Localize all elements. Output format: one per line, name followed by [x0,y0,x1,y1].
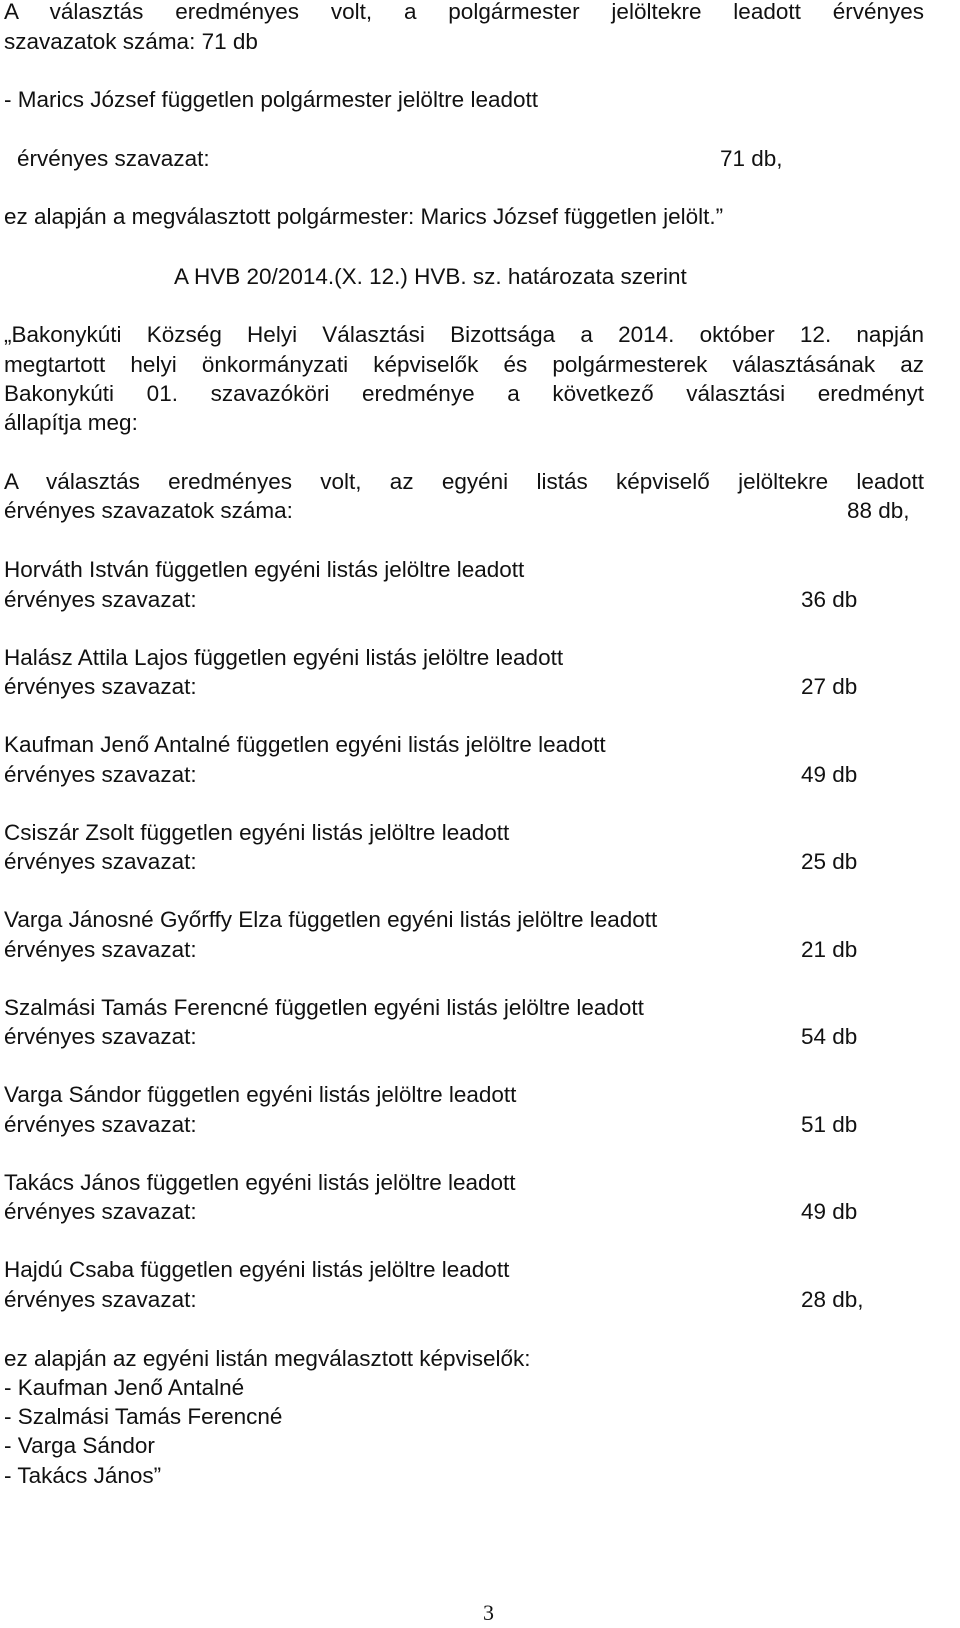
candidate-votes: 21 db [801,937,858,962]
resolution-para-line: állapítja meg: [4,410,138,435]
page-number: 3 [483,1600,494,1625]
candidate-votes: 27 db [801,674,858,699]
candidate-votes: 51 db [801,1112,858,1137]
candidate-name-line: Hajdú Csaba független egyéni listás jelöltre leadott [4,1257,510,1282]
mayor-intro-line1: A választás eredményes volt, a polgármester jelöltekre leadott érvényes [4,0,924,24]
mayor-candidate-line: - Marics József független polgármester jelöltre leadott [4,87,539,112]
candidate-name-line: Horváth István független egyéni listás jelöltre leadott [4,557,525,582]
council-intro-value: 88 db, [847,498,910,523]
resolution-para-line: megtartott helyi önkormányzati képviselők és polgármesterek választásának az [4,352,924,377]
candidate-votes: 54 db [801,1024,858,1049]
candidate-votes: 36 db [801,587,858,612]
council-intro-label: érvényes szavazatok száma: [4,498,293,523]
candidate-name-line: Halász Attila Lajos független egyéni listás jelöltre leadott [4,645,564,670]
elected-item: - Takács János” [4,1463,162,1488]
mayor-intro-line2: szavazatok száma: 71 db [4,29,258,54]
candidate-name-line: Varga Jánosné Győrffy Elza független egyéni listás jelöltre leadott [4,907,658,932]
candidate-votes: 49 db [801,1199,858,1224]
mayor-elected-line: ez alapján a megválasztott polgármester: Marics József független jelölt.” [4,204,724,229]
resolution-para-line: „Bakonykúti Község Helyi Választási Bizottsága a 2014. október 12. napján [4,322,924,347]
candidate-valid-label: érvényes szavazat: [4,1199,197,1224]
elected-item: - Kaufman Jenő Antalné [4,1375,245,1400]
elected-item: - Varga Sándor [4,1433,155,1458]
council-intro-line1: A választás eredményes volt, az egyéni listás képviselő jelöltekre leadott [4,469,924,494]
mayor-valid-label: érvényes szavazat: [17,146,210,171]
mayor-valid-value: 71 db, [720,146,783,171]
candidate-valid-label: érvényes szavazat: [4,849,197,874]
candidate-votes: 49 db [801,762,858,787]
candidate-name-line: Csiszár Zsolt független egyéni listás jelöltre leadott [4,820,510,845]
candidate-name-line: Varga Sándor független egyéni listás jelöltre leadott [4,1082,517,1107]
candidate-votes: 25 db [801,849,858,874]
candidate-name-line: Takács János független egyéni listás jelöltre leadott [4,1170,516,1195]
candidate-votes: 28 db, [801,1287,864,1312]
candidate-name-line: Szalmási Tamás Ferencné független egyéni listás jelöltre leadott [4,995,644,1020]
elected-item: - Szalmási Tamás Ferencné [4,1404,283,1429]
candidate-valid-label: érvényes szavazat: [4,587,197,612]
candidate-valid-label: érvényes szavazat: [4,674,197,699]
candidate-valid-label: érvényes szavazat: [4,1024,197,1049]
elected-heading: ez alapján az egyéni listán megválasztott képviselők: [4,1346,531,1371]
candidate-valid-label: érvényes szavazat: [4,762,197,787]
candidate-valid-label: érvényes szavazat: [4,937,197,962]
resolution-heading: A HVB 20/2014.(X. 12.) HVB. sz. határozata szerint [174,264,687,289]
candidate-valid-label: érvényes szavazat: [4,1287,197,1312]
resolution-para-line: Bakonykúti 01. szavazóköri eredménye a következő választási eredményt [4,381,924,406]
candidate-valid-label: érvényes szavazat: [4,1112,197,1137]
candidate-name-line: Kaufman Jenő Antalné független egyéni listás jelöltre leadott [4,732,606,757]
